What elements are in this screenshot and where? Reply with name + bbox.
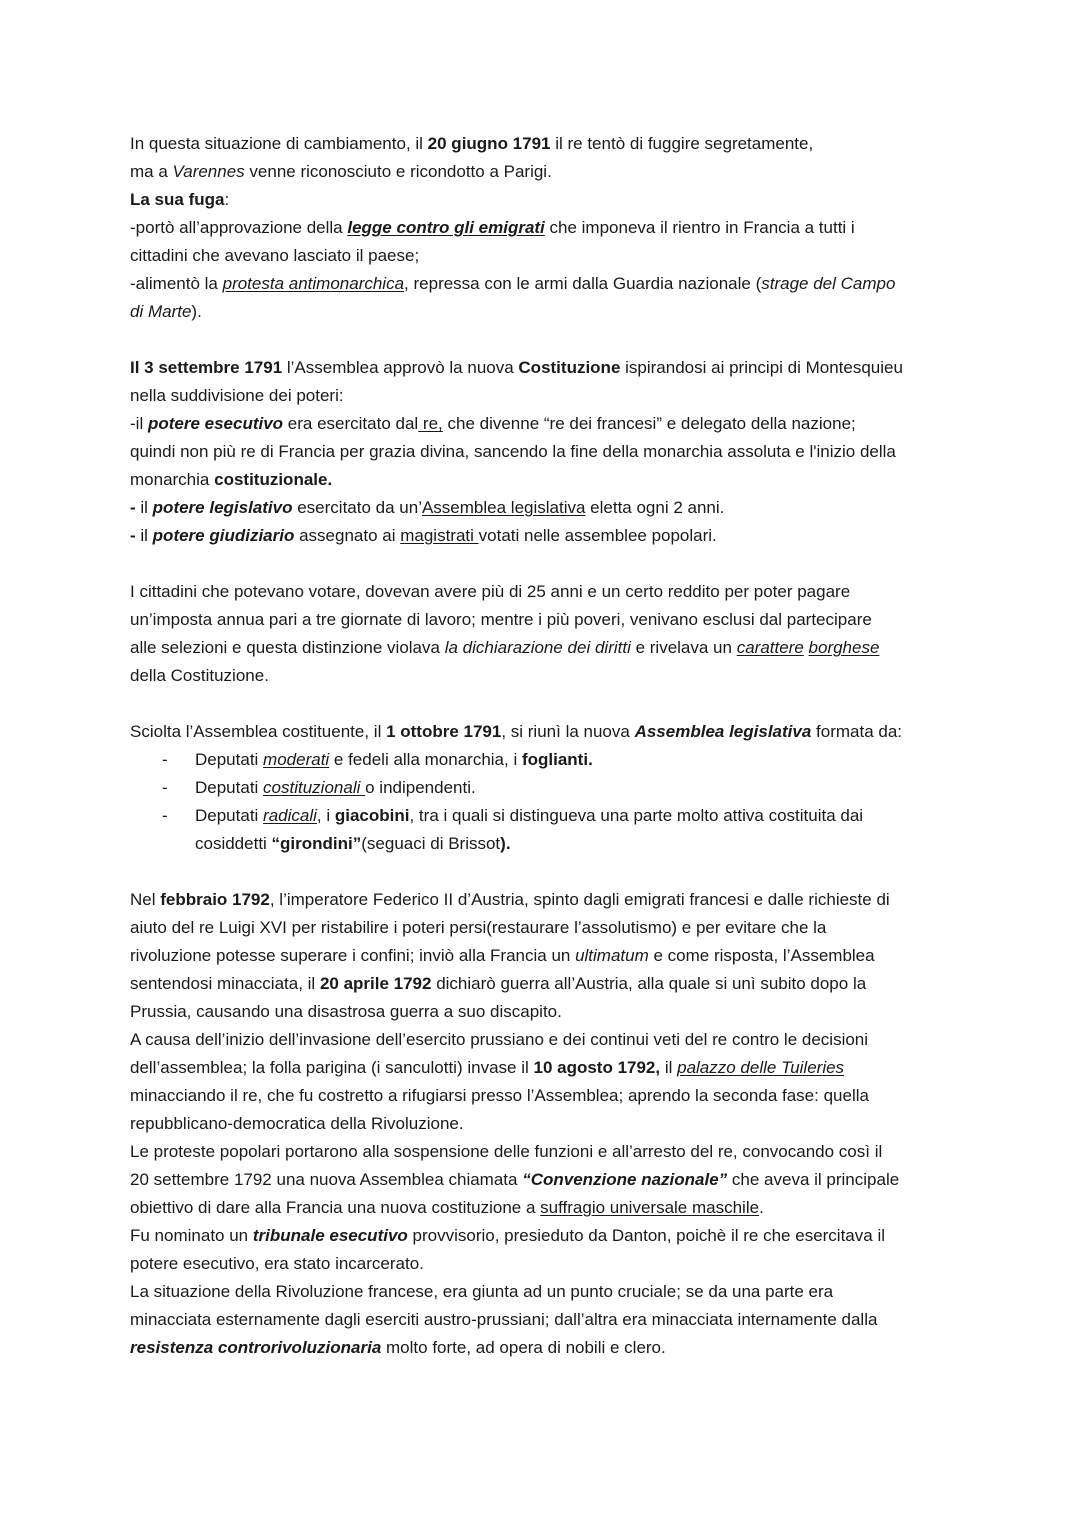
- text: ispirandosi ai principi di Montesquieu: [620, 358, 903, 377]
- term-bold-italic: resistenza controrivoluzionaria: [130, 1338, 382, 1357]
- text: votati nelle assemblee popolari.: [478, 526, 717, 545]
- text: , i: [316, 806, 335, 825]
- term-underlined: palazzo delle Tuileries: [677, 1058, 845, 1077]
- term-bold-italic: “Convenzione nazionale”: [522, 1170, 728, 1189]
- text: obiettivo di dare alla Francia una nuova costituzione a: [130, 1198, 541, 1217]
- term-underlined: radicali: [263, 806, 317, 825]
- dash: -: [162, 750, 168, 769]
- text: o indipendenti.: [365, 778, 476, 797]
- text: eletta ogni 2 anni.: [585, 498, 725, 517]
- paragraph-legislative-assembly: [130, 718, 960, 746]
- text: I cittadini che potevano votare, dovevan avere più di 25 anni e un certo reddito per poter pagare: [130, 582, 851, 601]
- text: dell’assemblea; la folla parigina (i sanculotti) invase il: [130, 1058, 534, 1077]
- date-bold: 10 agosto 1792,: [533, 1058, 661, 1077]
- text: (seguaci di Brissot: [361, 834, 501, 853]
- paragraph-constitution: [130, 354, 960, 550]
- text: e fedeli alla monarchia, i: [329, 750, 522, 769]
- text: Le proteste popolari portarono alla sospensione delle funzioni e all’arresto del re, convocando così il: [130, 1142, 883, 1161]
- term-underlined: costituzionali: [263, 778, 366, 797]
- text: , tra i quali si distingueva una parte molto attiva costituita dai: [409, 806, 864, 825]
- text: che divenne “re dei francesi” e delegato della nazione;: [442, 414, 856, 433]
- text: :: [224, 190, 230, 209]
- text: cittadini che avevano lasciato il paese;: [130, 246, 420, 265]
- text: Nel: [130, 890, 161, 909]
- text: A causa dell’inizio dell’invasione dell’esercito prussiano e dei continui veti del re contro le decisioni: [130, 1030, 869, 1049]
- date-bold: febbraio 1792: [160, 890, 270, 909]
- text: minacciando il re, che fu costretto a rifugiarsi presso l’Assemblea; aprendo la seconda fase: quella: [130, 1086, 869, 1105]
- term-bold: “girondini”: [271, 834, 362, 853]
- text: ma a: [130, 162, 173, 181]
- text: alle selezioni e questa distinzione violava: [130, 638, 445, 657]
- text: il: [140, 526, 153, 545]
- text: molto forte, ad opera di nobili e clero.: [381, 1338, 666, 1357]
- term-underlined: Assemblea legislativa: [421, 498, 586, 517]
- text: .: [759, 1198, 764, 1217]
- text: potere esecutivo, era stato incarcerato.: [130, 1254, 424, 1273]
- term-underlined: re,: [418, 414, 443, 433]
- term-italic: strage del Campo: [761, 274, 896, 293]
- section-heading: La sua fuga: [130, 190, 225, 209]
- text: Fu nominato un: [130, 1226, 253, 1245]
- text: dichiarò guerra all’Austria, alla quale si unì subito dopo la: [431, 974, 867, 993]
- deputies-list: [130, 746, 960, 858]
- text: quindi non più re di Francia per grazia divina, sancendo la fine della monarchia assoluta e l'inizio della: [130, 442, 896, 461]
- text: -alimentò la: [130, 274, 223, 293]
- dash: -: [130, 526, 141, 545]
- text: repubblicano-democratica della Rivoluzione.: [130, 1114, 464, 1133]
- text: , repressa con le armi dalla Guardia nazionale (: [404, 274, 762, 293]
- text: l’Assemblea approvò la nuova: [282, 358, 519, 377]
- text: La situazione della Rivoluzione francese, era giunta ad un punto cruciale; se da una parte era: [130, 1282, 834, 1301]
- term-underlined: carattere: [736, 638, 804, 657]
- paragraph-consequences: [130, 186, 960, 326]
- text: Prussia, causando una disastrosa guerra a suo discapito.: [130, 1002, 562, 1021]
- term-italic: di Marte: [130, 302, 192, 321]
- text: ).: [191, 302, 202, 321]
- text: monarchia: [130, 470, 215, 489]
- term-bold-italic: tribunale esecutivo: [252, 1226, 408, 1245]
- text: In questa situazione di cambiamento, il: [130, 134, 428, 153]
- text: ).: [500, 834, 511, 853]
- list-item: [130, 774, 960, 802]
- term-bold: giacobini: [334, 806, 410, 825]
- text: minacciata esternamente dagli eserciti austro-prussiani; dall’altra era minacciata internamente dalla: [130, 1310, 878, 1329]
- text: esercitato da un’: [292, 498, 422, 517]
- text: e rivelava un: [630, 638, 737, 657]
- text: il re tentò di fuggire segretamente,: [550, 134, 814, 153]
- text: , si riunì la nuova: [501, 722, 635, 741]
- term-underlined: suffragio universale maschile: [540, 1198, 760, 1217]
- text: della Costituzione.: [130, 666, 269, 685]
- text: cosiddetti: [195, 834, 272, 853]
- text: e come risposta, l’Assemblea: [648, 946, 875, 965]
- text: rivoluzione potesse superare i confini; inviò alla Francia un: [130, 946, 576, 965]
- term-bold-italic: potere giudiziario: [152, 526, 295, 545]
- term-bold: foglianti.: [521, 750, 593, 769]
- date-bold: Il 3 settembre 1791: [130, 358, 283, 377]
- term-bold-italic: Assemblea legislativa: [634, 722, 812, 741]
- text: -il: [130, 414, 148, 433]
- term-underlined: moderati: [263, 750, 330, 769]
- text: Deputati: [195, 778, 264, 797]
- date-bold: 20 aprile 1792: [319, 974, 432, 993]
- dash: -: [130, 498, 141, 517]
- place-italic: Varennes: [172, 162, 245, 181]
- text: Deputati: [195, 806, 264, 825]
- text: il: [660, 1058, 678, 1077]
- term-underlined: borghese: [808, 638, 880, 657]
- text: era esercitato dal: [283, 414, 419, 433]
- text: Deputati: [195, 750, 264, 769]
- paragraph-war: [130, 886, 960, 1362]
- term-underlined: magistrati: [400, 526, 479, 545]
- term-underlined: legge contro gli emigrati: [347, 218, 545, 237]
- term-underlined: protesta antimonarchica: [222, 274, 405, 293]
- text: che aveva il principale: [727, 1170, 900, 1189]
- text: , l’imperatore Federico II d’Austria, spinto dagli emigrati francesi e dalle richieste di: [269, 890, 890, 909]
- term-bold: Costituzione: [518, 358, 621, 377]
- text: provvisorio, presieduto da Danton, poichè il re che esercitava il: [407, 1226, 885, 1245]
- list-item: [130, 802, 960, 858]
- text: un’imposta annua pari a tre giornate di lavoro; mentre i più poveri, venivano esclusi dal partecipare: [130, 610, 872, 629]
- text: sentendosi minacciata, il: [130, 974, 320, 993]
- text: formata da:: [811, 722, 903, 741]
- text: nella suddivisione dei poteri:: [130, 386, 344, 405]
- term-bold-italic: potere legislativo: [152, 498, 293, 517]
- date-bold: 20 giugno 1791: [427, 134, 551, 153]
- document-page: [130, 130, 960, 1362]
- dash: -: [162, 778, 168, 797]
- paragraph-voters: [130, 578, 960, 690]
- term-italic: ultimatum: [575, 946, 649, 965]
- text: che imponeva il rientro in Francia a tutti i: [544, 218, 855, 237]
- dash: -: [162, 806, 168, 825]
- text: aiuto del re Luigi XVI per ristabilire i poteri persi(restaurare l’assolutismo) e per evitare che la: [130, 918, 827, 937]
- text: il: [140, 498, 153, 517]
- term-bold-italic: potere esecutivo: [147, 414, 284, 433]
- text: Sciolta l’Assemblea costituente, il: [130, 722, 387, 741]
- text: -portò all’approvazione della: [130, 218, 348, 237]
- date-bold: 1 ottobre 1791: [386, 722, 502, 741]
- list-item: [130, 746, 960, 774]
- paragraph-flight: [130, 130, 960, 186]
- term-italic: la dichiarazione dei diritti: [444, 638, 631, 657]
- term-bold: costituzionale.: [214, 470, 333, 489]
- text: venne riconosciuto e ricondotto a Parigi.: [244, 162, 552, 181]
- text: 20 settembre 1792 una nuova Assemblea chiamata: [130, 1170, 523, 1189]
- text: assegnato ai: [294, 526, 401, 545]
